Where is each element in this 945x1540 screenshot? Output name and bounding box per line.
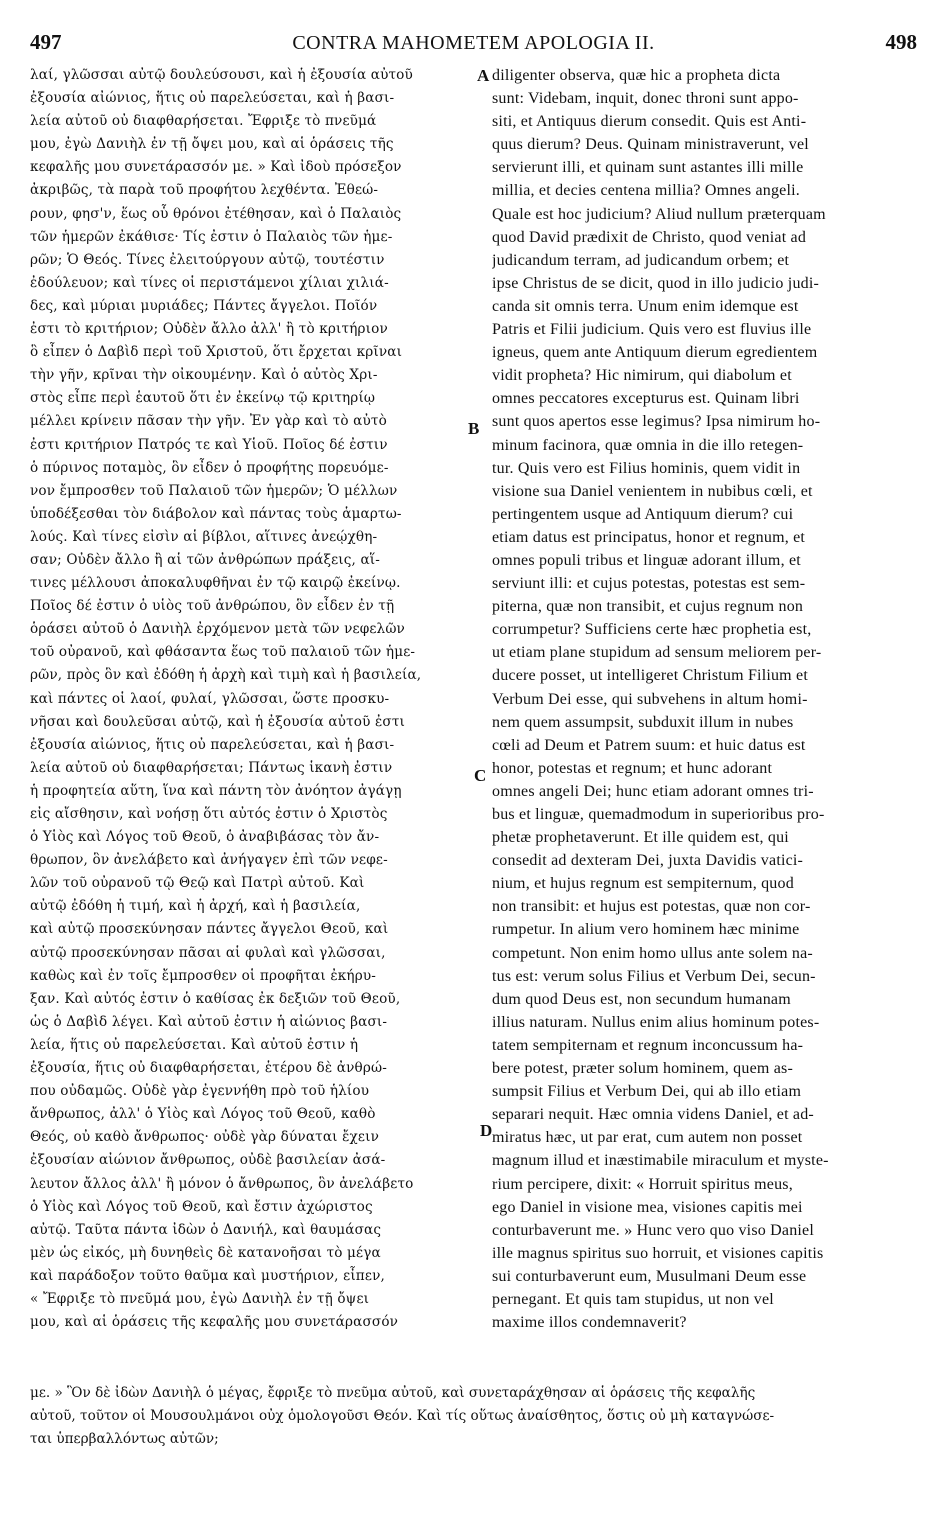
greek-text-line: λῶν τοῦ οὐρανοῦ τῷ Θεῷ καὶ Πατρὶ αὐτοῦ. Καὶ bbox=[30, 875, 365, 892]
latin-text-line: phetæ prophetaverunt. Et ille quidem est, qui bbox=[492, 829, 789, 847]
greek-text-line: μου, καὶ αἱ ὁράσεις τῆς κεφαλῆς μου συνετάρασσόν bbox=[30, 1314, 399, 1331]
latin-text-line: omnes angeli Dei; hunc etiam adorant omnes tri- bbox=[492, 782, 814, 800]
latin-text-line: illius naturam. Nullus enim alius hominum potes- bbox=[492, 1013, 820, 1031]
latin-text-line: ducere posset, ut intelligeret Christum Filium et bbox=[492, 667, 808, 685]
latin-text-line: bus et linguæ, quemadmodum in superioribus pro- bbox=[492, 806, 825, 823]
latin-text-line: dum quod Deus est, non secundum humanam bbox=[492, 990, 791, 1008]
running-title: CONTRA MAHOMETEM APOLOGIA II. bbox=[292, 32, 655, 54]
greek-text-line: τῶν ἡμερῶν ἐκάθισε· Τίς ἐστιν ὁ Παλαιὸς τῶν ἡμε- bbox=[30, 228, 393, 245]
latin-text-line: nem quem assumpsit, subduxit illum in nubes bbox=[492, 713, 794, 731]
greek-text-line: λεία, ἥτις οὐ παρελεύσεται. Καὶ αὐτοῦ ἐστιν ἡ bbox=[30, 1036, 359, 1053]
greek-text-line: μὲν ὡς εἰκός, μὴ δυνηθεὶς δὲ κατανοῆσαι τὸ μέγα bbox=[30, 1244, 381, 1261]
greek-text-line: σαν; Οὐδὲν ἄλλο ἢ αἱ τῶν ἀνθρώπων πράξεις, αἵ- bbox=[30, 551, 381, 568]
latin-text-line: piterna, quæ non transibit, et cujus regnum non bbox=[492, 598, 804, 616]
latin-text-line: canda sit omnis terra. Unum enim idemque est bbox=[492, 297, 799, 315]
greek-text-line: καθὼς καὶ ἐν τοῖς ἔμπροσθεν οἱ προφῆται ἐκήρυ- bbox=[30, 967, 377, 984]
margin-letter-b: B bbox=[468, 419, 480, 438]
latin-text-line: nium, et hujus regnum est sempiternum, quod bbox=[492, 875, 794, 893]
page-number-left: 497 bbox=[30, 30, 62, 54]
latin-text-line: ipse Christus de se dicit, quod in illo judicio judi- bbox=[492, 274, 820, 292]
greek-text-line: μου, ἐγὼ Δανιὴλ ἐν τῇ ὄψει μου, καὶ αἱ ὁράσεις τῆς bbox=[30, 136, 394, 153]
latin-text-line: Quale est hoc judicium? Aliud nullum præterquam bbox=[492, 205, 826, 223]
margin-letter-d: D bbox=[480, 1121, 493, 1140]
latin-text-line: ut etiam plane stupidum ad sensum meliorem per- bbox=[492, 644, 822, 662]
latin-column bbox=[492, 64, 922, 1334]
latin-text-line: conturbaverunt me. » Hunc vero quo viso Daniel bbox=[492, 1221, 815, 1239]
greek-text-line: « Ἔφριξε τὸ πνεῦμά μου, ἐγὼ Δανιὴλ ἐν τῇ ὄψει bbox=[30, 1290, 370, 1307]
greek-text-line: λαί, γλῶσσαι αὐτῷ δουλεύσουσι, καὶ ἡ ἐξουσία αὐτοῦ bbox=[30, 67, 413, 83]
latin-text-line: quus dierum? Deus. Quinam ministraverunt, vel bbox=[492, 136, 809, 154]
latin-text-line: millia, et decies centena millia? Omnes angeli. bbox=[492, 182, 800, 200]
latin-text-line: siti, et Antiquus dierum consedit. Quis est Anti- bbox=[492, 113, 807, 131]
latin-text-line: honor, potestas et regnum; et hunc adorant bbox=[492, 759, 773, 777]
greek-text-line: ρῶν; Ὁ Θεός. Τίνες ἐλειτούργουν αὐτῷ, τουτέστιν bbox=[30, 251, 385, 268]
latin-text-line: vidit propheta? Hic nimirum, qui diabolum et bbox=[492, 367, 792, 385]
greek-text-line: ἐξουσίαν αἰώνιον ἄνθρωπος, οὐδὲ βασιλείαν ἀσά- bbox=[30, 1152, 386, 1169]
greek-text-line: ἄνθρωπος, ἀλλ' ὁ Υἱὸς καὶ Λόγος τοῦ Θεοῦ, καθὸ bbox=[30, 1106, 376, 1123]
latin-text-line: sui conturbaverunt eum, Musulmani Deum esse bbox=[492, 1267, 807, 1285]
greek-text-line: ὁ πύρινος ποταμὸς, ὃν εἶδεν ὁ προφήτης πορευόμε- bbox=[30, 459, 389, 476]
latin-text-line: Patris et Filii judicium. Quis vero est fluvius ille bbox=[492, 321, 812, 339]
latin-text-line: visione sua Daniel venientem in nubibus cœli, et bbox=[492, 482, 813, 500]
margin-letter-a: A bbox=[477, 66, 490, 85]
latin-text-line: pertingentem usque ad Antiquum dierum? cui bbox=[492, 505, 794, 523]
greek-text-line: Θεός, οὐ καθὸ ἄνθρωπος· οὐδὲ γὰρ δύναται ἔχειν bbox=[30, 1129, 380, 1146]
latin-text-line: diligenter observa, quæ hic a propheta dicta bbox=[492, 67, 781, 84]
greek-text-line: μέλλει κρίνειν πᾶσαν τὴν γῆν. Ἐν γὰρ καὶ τὸ αὐτὸ bbox=[30, 413, 387, 430]
latin-text-line: igneus, quem ante Antiquum dierum egredientem bbox=[492, 344, 818, 362]
greek-text-line: λευτον ἄλλος ἀλλ' ἢ μόνον ὁ ἄνθρωπος, ὃν ἀνελάβετο bbox=[30, 1175, 414, 1192]
latin-text-line: cœli ad Deum et Patrem suum: et huic datus est bbox=[492, 736, 806, 754]
greek-text-line: ὃ εἶπεν ὁ Δαβὶδ περὶ τοῦ Χριστοῦ, ὅτι ἔρχεται κρῖναι bbox=[30, 344, 403, 361]
greek-text-line: τὴν γῆν, κρῖναι τὴν οἰκουμένην. Καὶ ὁ αὐτὸς Χρι- bbox=[30, 367, 378, 384]
greek-text-line: ξαν. Καὶ αὐτός ἐστιν ὁ καθίσας ἐκ δεξιῶν τοῦ Θεοῦ, bbox=[30, 990, 401, 1007]
greek-text-line: κεφαλῆς μου συνετάρασσόν με. » Καὶ ἰδοὺ πρόσεξον bbox=[30, 159, 402, 176]
greek-text-line: ἐξουσία, ἥτις οὐ διαφθαρήσεται, ἑτέρου δὲ ἀνθρώ- bbox=[30, 1060, 387, 1077]
greek-text-line: ἐστι κριτήριον Πατρός τε καὶ Υἱοῦ. Ποῖος δέ ἐστιν bbox=[30, 436, 388, 453]
greek-text-line: λεία αὐτοῦ οὐ διαφθαρήσεται. Ἔφριξε τὸ πνεῦμά bbox=[30, 113, 377, 130]
greek-text-line: τοῦ οὐρανοῦ, καὶ φθάσαντα ἕως τοῦ παλαιοῦ τῶν ἡμε- bbox=[30, 644, 416, 661]
greek-text-line: λούς. Καὶ τίνες εἰσὶν αἱ βίβλοι, αἵτινες ἀνεῴχθη- bbox=[30, 528, 378, 545]
greek-text-line: ὁράσει αὐτοῦ ὁ Δανιὴλ ἐρχόμενον μετὰ τῶν νεφελῶν bbox=[30, 621, 405, 638]
greek-text-line: ὁ Υἱὸς καὶ Λόγος τοῦ Θεοῦ, καὶ ἔστιν ἀχώριστος bbox=[30, 1198, 373, 1215]
latin-text-line: Verbum Dei esse, qui subvehens in altum homi- bbox=[492, 690, 808, 708]
latin-text-line: bere potest, præter solum hominem, quem as- bbox=[492, 1060, 793, 1078]
greek-text-line: ὁ Υἱὸς καὶ Λόγος τοῦ Θεοῦ, ὁ ἀναβιβάσας τὸν ἄν- bbox=[30, 829, 380, 846]
greek-text-line: ται ὑπερβαλλόντως αὐτῶν; bbox=[30, 1431, 219, 1448]
latin-text-line: tur. Quis vero est Filius hominis, quem vidit in bbox=[492, 459, 801, 477]
greek-text-line: ὑποδέξεσθαι τὸν διάβολον καὶ πάντας τοὺς ἁμαρτω- bbox=[30, 505, 402, 522]
greek-text-line: λεία αὐτοῦ οὐ διαφθαρήσεται; Πάντως ἱκανὴ ἐστιν bbox=[30, 759, 393, 776]
greek-text-line: Ποῖος δέ ἐστιν ὁ υἱὸς τοῦ ἀνθρώπου, ὃν εἶδεν ἐν τῇ bbox=[30, 598, 395, 615]
latin-text-line: sumpsit Filius et Verbum Dei, qui ab illo etiam bbox=[492, 1083, 802, 1101]
greek-text-line: ρουν, φησ'ν, ἕως οὗ θρόνοι ἐτέθησαν, καὶ ὁ Παλαιὸς bbox=[30, 205, 402, 222]
latin-text-line: quod David prædixit de Christo, quod veniat ad bbox=[492, 228, 807, 246]
latin-text-line: miratus hæc, ut par erat, cum autem non posset bbox=[492, 1129, 803, 1147]
full-width-ending bbox=[30, 1382, 925, 1451]
greek-text-line: ἐξουσία αἰώνιος, ἥτις οὐ παρελεύσεται, καὶ ἡ βασι- bbox=[30, 736, 395, 753]
greek-text-line: τινες μέλλουσι ἀποκαλυφθῆναι ἐν τῷ καιρῷ ἐκείνῳ. bbox=[30, 575, 401, 592]
latin-text-line: serviunt illi: et cujus potestas, potestas est sem- bbox=[492, 575, 806, 593]
latin-text-line: minum facinora, quæ omnia in die illo retegen- bbox=[492, 436, 804, 454]
greek-text-line: ἀκριβῶς, τὰ παρὰ τοῦ προφήτου λεχθέντα. Ἐθεώ- bbox=[30, 182, 379, 199]
greek-text-line: αὐτῷ προσεκύνησαν πᾶσαι αἱ φυλαὶ καὶ γλῶσσαι, bbox=[30, 944, 386, 961]
page-number-right: 498 bbox=[885, 30, 917, 54]
greek-text-line: ἐδούλευον; καὶ τίνες οἱ περιστάμενοι χίλιαι χιλιά- bbox=[30, 274, 389, 291]
latin-text-line: ille magnus spiritus suo horruit, et visiones capitis bbox=[492, 1244, 824, 1262]
latin-text-line: servierunt illi, et quinam sunt astantes illi mille bbox=[492, 159, 804, 177]
latin-text-line: non transibit: et hujus est potestas, quæ non cor- bbox=[492, 898, 811, 916]
greek-text-line: αὐτοῦ, τοῦτον οἱ Μουσουλμάνοι οὐχ ὁμολογοῦσι Θεόν. Καὶ τίς οὕτως ἀναίσθητος, ὅστις οὐ μὴ καταγνώσε- bbox=[30, 1408, 775, 1425]
greek-text-line: νον ἔμπροσθεν τοῦ Παλαιοῦ τῶν ἡμερῶν; Ὁ μέλλων bbox=[30, 482, 398, 499]
latin-text-line: sunt quos apertos esse legimus? Ipsa nimirum ho- bbox=[492, 413, 821, 431]
latin-text-line: pernegant. Et quis tam stupidus, ut non vel bbox=[492, 1290, 774, 1308]
page-header bbox=[30, 30, 917, 60]
latin-text-line: judicandum terram, ad judicandum orbem; et bbox=[492, 251, 790, 269]
latin-text-line: tus est: verum solus Filius et Verbum Dei, secun- bbox=[492, 967, 816, 985]
greek-text-line: καὶ αὐτῷ προσεκύνησαν πάντες ἄγγελοι Θεοῦ, καὶ bbox=[30, 921, 389, 938]
latin-text-line: consedit ad dexteram Dei, juxta Davidis vatici- bbox=[492, 852, 804, 870]
greek-column bbox=[30, 64, 480, 1334]
latin-text-line: rium percipere, dixit: « Horruit spiritus meus, bbox=[492, 1175, 793, 1193]
greek-text-line: αὐτῷ. Ταῦτα πάντα ἰδὼν ὁ Δανιήλ, καὶ θαυμάσας bbox=[30, 1221, 382, 1238]
margin-letter-c: C bbox=[474, 766, 487, 785]
latin-text-line: separari nequit. Hæc omnia videns Daniel, et ad- bbox=[492, 1106, 814, 1124]
greek-text-line: που οὐδαμῶς. Οὐδὲ γὰρ ἐγεννήθη πρὸ τοῦ ἡλίου bbox=[30, 1083, 370, 1100]
latin-text-line: maxime illos condemnaverit? bbox=[492, 1314, 687, 1332]
latin-text-line: magnum illud et inæstimabile miraculum et myste- bbox=[492, 1152, 829, 1170]
greek-text-line: εἰς αἴσθησιν, καὶ νοήσῃ ὅτι αὐτός ἐστιν ὁ Χριστὸς bbox=[30, 806, 388, 822]
latin-text-line: etiam datus est principatus, honor et regnum, et bbox=[492, 528, 806, 546]
greek-text-line: ἐστι τὸ κριτήριον; Οὐδὲν ἄλλο ἀλλ' ἢ τὸ κριτήριον bbox=[30, 321, 388, 338]
latin-text-line: tatem sempiternam et regnum inconcussum ha- bbox=[492, 1036, 804, 1054]
greek-text-line: ἡ προφητεία αὕτη, ἵνα καὶ πάντη τὸν ἀνόητον ἀγάγῃ bbox=[30, 782, 402, 799]
latin-text-line: omnes peccatores excepturus est. Quinam libri bbox=[492, 390, 800, 408]
latin-text-line: ego Daniel in visione mea, visiones capitis mei bbox=[492, 1198, 803, 1216]
latin-text-line: competunt. Non enim homo ullus ante solem na- bbox=[492, 944, 813, 962]
greek-text-line: δες, καὶ μύριαι μυριάδες; Πάντες ἄγγελοι. Ποῖόν bbox=[30, 297, 378, 314]
greek-text-line: στὸς εἶπε περὶ ἑαυτοῦ ὅτι ἐν ἐκείνῳ τῷ κριτηρίῳ bbox=[30, 390, 376, 407]
latin-text-line: corrumpetur? Sufficiens certe hæc prophetia est, bbox=[492, 621, 812, 639]
greek-text-line: αὐτῷ ἐδόθη ἡ τιμή, καὶ ἡ ἀρχή, καὶ ἡ βασιλεία, bbox=[30, 898, 361, 915]
greek-text-line: νῆσαι καὶ δουλεῦσαι αὐτῷ, καὶ ἡ ἐξουσία αὐτοῦ ἐστι bbox=[30, 713, 405, 730]
greek-text-line: ὡς ὁ Δαβὶδ λέγει. Καὶ αὐτοῦ ἐστιν ἡ αἰώνιος βασι- bbox=[30, 1013, 388, 1030]
greek-text-line: ἐξουσία αἰώνιος, ἥτις οὐ παρελεύσεται, καὶ ἡ βασι- bbox=[30, 90, 395, 107]
latin-text-line: omnes populi tribus et linguæ adorant illum, et bbox=[492, 551, 801, 569]
latin-text-line: rumpetur. In alium vero hominem hæc minime bbox=[492, 921, 800, 939]
greek-text-line: θρωπον, ὃν ἀνελάβετο καὶ ἀνήγαγεν ἐπὶ τῶν νεφε- bbox=[30, 852, 388, 869]
greek-text-line: καὶ παράδοξον τοῦτο θαῦμα καὶ μυστήριον, εἶπεν, bbox=[30, 1267, 385, 1284]
greek-text-line: καὶ πάντες οἱ λαοί, φυλαί, γλῶσσαι, ὥστε προσκυ- bbox=[30, 690, 390, 707]
greek-text-line: με. » Ὃν δὲ ἰδὼν Δανιὴλ ὁ μέγας, ἔφριξε τὸ πνεῦμα αὐτοῦ, καὶ συνεταράχθησαν αἱ ὁράσεις τῆς κεφαλῆς bbox=[30, 1385, 756, 1401]
latin-text-line: sunt: Videbam, inquit, donec throni sunt appo- bbox=[492, 90, 799, 108]
greek-text-line: ρῶν, πρὸς ὃν καὶ ἐδόθη ἡ ἀρχὴ καὶ τιμὴ καὶ ἡ βασιλεία, bbox=[30, 667, 422, 684]
